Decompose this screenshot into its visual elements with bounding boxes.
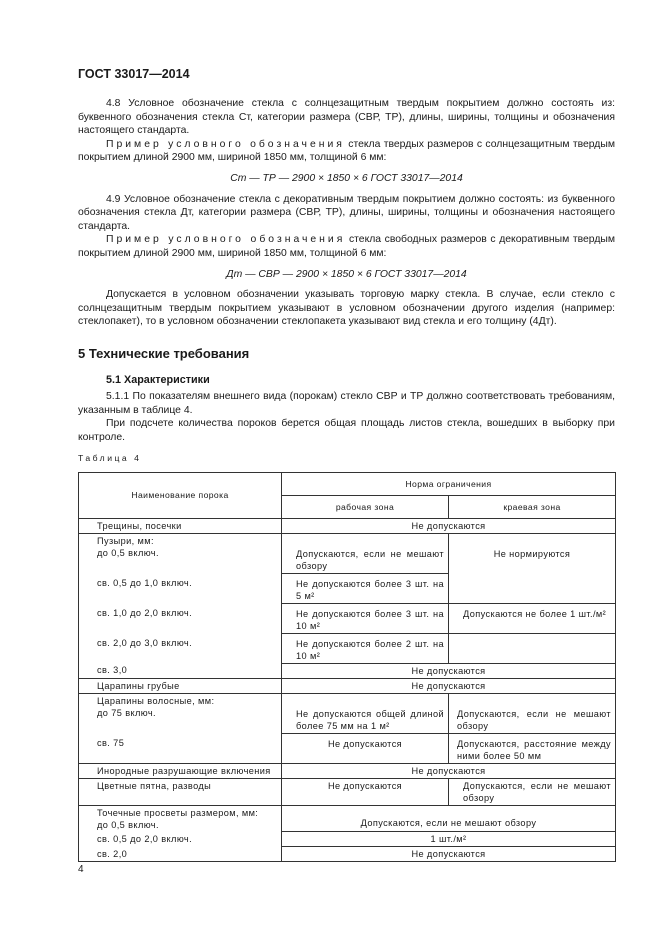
table-row: св. 3,0 Не допускаются <box>79 663 616 678</box>
table-row: св. 0,5 до 1,0 включ. Не допускаются более 3 шт. на 5 м² <box>79 573 616 603</box>
page-content <box>78 97 615 862</box>
table-row: св. 1,0 до 2,0 включ. Не допускаются более 3 шт. на 10 м² Допускаются не более 1 шт./м² <box>79 603 616 633</box>
formula-ct: Cт — ТР — 2900 × 1850 × 6 ГОСТ 33017—2014 <box>230 172 463 184</box>
table-row: Царапины волосные, мм: до 75 включ. Не допускаются общей длиной более 75 мм на 1 м² Допускаются, если не мешают обзору <box>79 693 616 733</box>
para-5-1-1: 5.1.1 По показателям внешнего вида (порокам) стекло СВР и ТР должно соответствовать требованиям, указанным в таблице 4. <box>78 390 615 416</box>
para-4-9: 4.9 Условное обозначение стекла с декоративным твердым покрытием должно состоять: из буквенного обозначения стекла Дт, категории размера (СВР, ТР), длины, ширины, толщины и обозначения настоящего стандарта. <box>78 193 615 232</box>
table-row: Царапины грубые Не допускаются <box>79 678 616 693</box>
table-row: св. 0,5 до 2,0 включ. 1 шт./м² <box>79 832 616 847</box>
table-row: св. 2,0 до 3,0 включ. Не допускаются более 2 шт. на 10 м² <box>79 633 616 663</box>
example-label: Пример условного обозначения <box>106 234 346 246</box>
table-caption: Таблица 4 <box>78 453 142 464</box>
example-text: стекла твердых размеров с солнцезащитным твердым покрытием длиной 2900 мм, шириной 1850 мм, толщиной 6 мм: <box>78 138 615 164</box>
table-row: Пузыри, мм: до 0,5 включ. Допускаются, если не мешают обзору Не нормируются <box>79 533 616 573</box>
table-row: Точечные просветы размером, мм: до 0,5 включ. Допускаются, если не мешают обзору <box>79 805 616 832</box>
document-header: ГОСТ 33017—2014 <box>78 67 190 81</box>
header-defect-name: Наименование порока <box>79 472 282 518</box>
para-counting: При подсчете количества пороков берется общая площадь листов стекла, вошедших в выборку при контроле. <box>78 418 615 443</box>
table-row: Цветные пятна, разводы Не допускаются Допускаются, если не мешают обзору <box>79 778 616 805</box>
subsection-title: 5.1 Характеристики <box>106 373 210 386</box>
section-title: 5 Технические требования <box>78 345 250 361</box>
page-number: 4 <box>78 864 84 875</box>
para-trademark: Допускается в условном обозначении указывать торговую марку стекла. В случае, если стекло с солнцезащитным твердым покрытием указывают в условном обозначении другого изделия (например: стеклопакет), то в условном обозначении стеклопакета указывают вид стекла и его толщину (4Дт). <box>78 289 615 328</box>
header-norm: Норма ограничения <box>282 472 616 495</box>
table-header-row <box>79 472 616 495</box>
example-text: стекла свободных размеров с декоративным твердым покрытием длиной 2900 мм, шириной 1850 мм, толщиной 6 мм: <box>78 234 615 259</box>
table-row: св. 2,0 Не допускаются <box>79 847 616 862</box>
para-4-8: 4.8 Условное обозначение стекла с солнцезащитным твердым покрытием должно состоять из: буквенного обозначения стекла Cт, категории размера (СВР, ТР), длины, ширины, толщины и обозначения настоящего стандарта. <box>78 98 615 137</box>
header-edge-zone: краевая зона <box>449 495 616 518</box>
formula-dt: Дт — СВР — 2900 × 1850 × 6 ГОСТ 33017—2014 <box>226 268 467 280</box>
table-row: Трещины, посечки Не допускаются <box>79 518 616 533</box>
table-row: св. 75 Не допускаются Допускаются, расстояние между ними более 50 мм <box>79 733 616 763</box>
table-row: Инородные разрушающие включения Не допускаются <box>79 763 616 778</box>
header-work-zone: рабочая зона <box>282 495 449 518</box>
defects-table <box>78 472 616 863</box>
example-label: Пример условного обозначения <box>106 138 345 150</box>
